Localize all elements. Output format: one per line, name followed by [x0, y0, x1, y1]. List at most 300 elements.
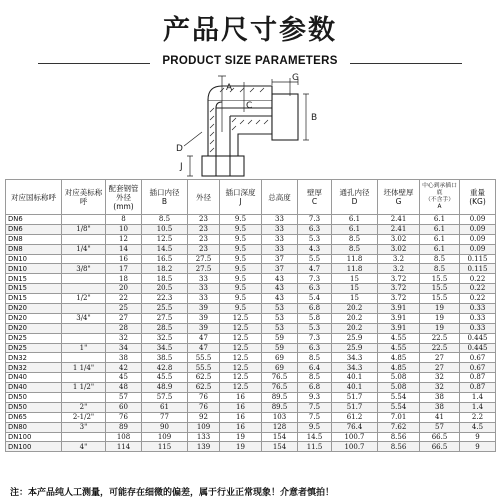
gb-size-cell: DN32 — [6, 353, 62, 363]
column-header-line: 总高度 — [268, 192, 291, 202]
gb-size-cell: DN20 — [6, 304, 62, 314]
value-cell: 100.7 — [332, 432, 378, 442]
value-cell: 6.8 — [298, 383, 332, 393]
gb-size-cell: DN20 — [6, 323, 62, 333]
value-cell: 27.5 — [142, 313, 188, 323]
value-cell: 55.5 — [188, 363, 220, 373]
value-cell: 89.5 — [262, 393, 298, 403]
value-cell: 0.33 — [460, 304, 496, 314]
value-cell: 9.3 — [298, 393, 332, 403]
table-row — [6, 234, 496, 244]
column-header-line: 坯体壁厚 — [383, 188, 414, 197]
value-cell: 6.1 — [420, 244, 460, 254]
value-cell: 33 — [188, 274, 220, 284]
value-cell: 89 — [106, 422, 142, 432]
value-cell: 5.08 — [378, 373, 420, 383]
gb-size-cell: DN10 — [6, 254, 62, 264]
value-cell: 27 — [106, 313, 142, 323]
value-cell: 8.56 — [378, 442, 420, 452]
gb-size-cell: DN15 — [6, 284, 62, 294]
ansi-size-cell: 2" — [62, 402, 106, 412]
column-header-line: B — [161, 197, 168, 206]
value-cell: 6.1 — [420, 215, 460, 225]
value-cell: 3.91 — [378, 313, 420, 323]
label-d: D — [176, 144, 183, 154]
value-cell: 7.5 — [298, 402, 332, 412]
value-cell: 18.2 — [142, 264, 188, 274]
value-cell: 23 — [188, 244, 220, 254]
value-cell: 33 — [188, 284, 220, 294]
table-row — [6, 224, 496, 234]
value-cell: 12.5 — [220, 313, 262, 323]
value-cell: 41 — [420, 412, 460, 422]
value-cell: 0.445 — [460, 333, 496, 343]
table-row — [6, 215, 496, 225]
value-cell: 19 — [220, 442, 262, 452]
value-cell: 0.22 — [460, 284, 496, 294]
value-cell: 6.3 — [298, 224, 332, 234]
column-header — [106, 180, 142, 215]
value-cell: 0.87 — [460, 373, 496, 383]
column-header — [298, 180, 332, 215]
table-row — [6, 402, 496, 412]
value-cell: 8.5 — [420, 254, 460, 264]
ansi-size-cell — [62, 432, 106, 442]
value-cell: 0.115 — [460, 264, 496, 274]
gb-size-cell: DN100 — [6, 442, 62, 452]
value-cell: 12.5 — [220, 373, 262, 383]
value-cell: 19 — [420, 323, 460, 333]
gb-size-cell: DN50 — [6, 393, 62, 403]
value-cell: 5.5 — [298, 254, 332, 264]
table-body — [6, 215, 496, 452]
value-cell: 0.67 — [460, 363, 496, 373]
value-cell: 61.2 — [332, 412, 378, 422]
value-cell: 12.5 — [220, 323, 262, 333]
value-cell: 7.01 — [378, 412, 420, 422]
value-cell: 3.72 — [378, 274, 420, 284]
value-cell: 34 — [106, 343, 142, 353]
value-cell: 3.02 — [378, 234, 420, 244]
value-cell: 10.5 — [142, 224, 188, 234]
column-header-line: 对应美标称呼 — [64, 188, 103, 206]
value-cell: 7.3 — [298, 215, 332, 225]
gb-size-cell: DN40 — [6, 373, 62, 383]
value-cell: 12.5 — [220, 363, 262, 373]
subtitle-row — [0, 51, 500, 71]
table-header-row — [6, 180, 496, 215]
label-c: C — [246, 101, 253, 111]
value-cell: 43 — [262, 274, 298, 284]
value-cell: 76 — [188, 393, 220, 403]
ansi-size-cell: 1/8" — [62, 224, 106, 234]
value-cell: 0.67 — [460, 353, 496, 363]
ansi-size-cell: 1/2" — [62, 294, 106, 304]
value-cell: 8.5 — [332, 234, 378, 244]
value-cell: 59 — [262, 343, 298, 353]
value-cell: 27 — [420, 353, 460, 363]
column-header-line: D — [351, 197, 358, 206]
column-header — [460, 180, 496, 215]
value-cell: 48.9 — [142, 383, 188, 393]
value-cell: 3.91 — [378, 304, 420, 314]
ansi-size-cell — [62, 323, 106, 333]
value-cell: 9 — [460, 442, 496, 452]
value-cell: 42 — [106, 363, 142, 373]
value-cell: 108 — [106, 432, 142, 442]
table-row — [6, 313, 496, 323]
ansi-size-cell — [62, 304, 106, 314]
gb-size-cell: DN15 — [6, 274, 62, 284]
gb-size-cell: DN25 — [6, 333, 62, 343]
value-cell: 15 — [332, 274, 378, 284]
value-cell: 5.4 — [298, 294, 332, 304]
size-parameter-table — [5, 179, 496, 452]
value-cell: 20.2 — [332, 313, 378, 323]
value-cell: 22.5 — [420, 343, 460, 353]
value-cell: 76.5 — [262, 373, 298, 383]
column-header-line: 外径 — [196, 192, 211, 202]
label-j: J — [180, 162, 183, 172]
value-cell: 61 — [142, 402, 188, 412]
ansi-size-cell: 1/4" — [62, 244, 106, 254]
value-cell: 53 — [262, 323, 298, 333]
value-cell: 62.5 — [188, 373, 220, 383]
value-cell: 6.1 — [420, 234, 460, 244]
ansi-size-cell: 1 1/2" — [62, 383, 106, 393]
value-cell: 39 — [188, 313, 220, 323]
value-cell: 33 — [188, 294, 220, 304]
gb-size-cell: DN100 — [6, 432, 62, 442]
value-cell: 7.5 — [298, 412, 332, 422]
gb-size-cell: DN32 — [6, 363, 62, 373]
value-cell: 32 — [106, 333, 142, 343]
value-cell: 45.5 — [142, 373, 188, 383]
value-cell: 47 — [188, 343, 220, 353]
value-cell: 4.7 — [298, 264, 332, 274]
value-cell: 7.3 — [298, 274, 332, 284]
value-cell: 4.55 — [378, 343, 420, 353]
value-cell: 6.3 — [298, 343, 332, 353]
value-cell: 16.5 — [142, 254, 188, 264]
value-cell: 2.2 — [460, 412, 496, 422]
value-cell: 28 — [106, 323, 142, 333]
value-cell: 27.5 — [188, 254, 220, 264]
value-cell: 38 — [106, 353, 142, 363]
value-cell: 16 — [220, 393, 262, 403]
value-cell: 8.5 — [142, 215, 188, 225]
value-cell: 8.5 — [298, 353, 332, 363]
gb-size-cell: DN8 — [6, 244, 62, 254]
value-cell: 55.5 — [188, 353, 220, 363]
value-cell: 5.3 — [298, 323, 332, 333]
value-cell: 20.2 — [332, 323, 378, 333]
value-cell: 1.4 — [460, 393, 496, 403]
value-cell: 16 — [106, 254, 142, 264]
value-cell: 15.5 — [420, 284, 460, 294]
column-header-line: A — [437, 204, 442, 210]
column-header-line: 壁厚 — [307, 188, 322, 197]
value-cell: 16 — [220, 402, 262, 412]
value-cell: 12.5 — [220, 333, 262, 343]
value-cell: 6.1 — [332, 215, 378, 225]
table-row — [6, 304, 496, 314]
value-cell: 139 — [188, 442, 220, 452]
value-cell: 53 — [262, 313, 298, 323]
column-header — [188, 180, 220, 215]
value-cell: 19 — [420, 304, 460, 314]
value-cell: 39 — [188, 323, 220, 333]
value-cell: 76 — [188, 402, 220, 412]
gb-size-cell: DN50 — [6, 402, 62, 412]
value-cell: 128 — [262, 422, 298, 432]
table-row — [6, 393, 496, 403]
value-cell: 5.3 — [298, 234, 332, 244]
value-cell: 43 — [262, 294, 298, 304]
value-cell: 6.1 — [420, 224, 460, 234]
table-row — [6, 284, 496, 294]
value-cell: 51.7 — [332, 393, 378, 403]
column-header — [262, 180, 298, 215]
value-cell: 4.55 — [378, 333, 420, 343]
value-cell: 154 — [262, 432, 298, 442]
gb-size-cell: DN8 — [6, 234, 62, 244]
value-cell: 15.5 — [420, 294, 460, 304]
value-cell: 22.5 — [420, 333, 460, 343]
value-cell: 20.2 — [332, 304, 378, 314]
gb-size-cell: DN65 — [6, 412, 62, 422]
value-cell: 89.5 — [262, 402, 298, 412]
column-header-line: G — [395, 197, 402, 206]
value-cell: 5.54 — [378, 402, 420, 412]
value-cell: 8.56 — [378, 432, 420, 442]
value-cell: 57.5 — [142, 393, 188, 403]
value-cell: 9.5 — [220, 284, 262, 294]
ansi-size-cell — [62, 274, 106, 284]
value-cell: 3.72 — [378, 294, 420, 304]
value-cell: 9.5 — [220, 234, 262, 244]
value-cell: 34.3 — [332, 363, 378, 373]
value-cell: 57 — [420, 422, 460, 432]
value-cell: 9.5 — [220, 264, 262, 274]
ansi-size-cell — [62, 215, 106, 225]
value-cell: 0.09 — [460, 234, 496, 244]
value-cell: 39 — [188, 304, 220, 314]
value-cell: 154 — [262, 442, 298, 452]
value-cell: 9.5 — [220, 294, 262, 304]
gb-size-cell: DN40 — [6, 383, 62, 393]
value-cell: 40.1 — [332, 383, 378, 393]
ansi-size-cell — [62, 254, 106, 264]
value-cell: 38 — [420, 402, 460, 412]
value-cell: 6.4 — [298, 363, 332, 373]
label-b: B — [311, 113, 318, 123]
value-cell: 16 — [220, 412, 262, 422]
value-cell: 10 — [106, 224, 142, 234]
value-cell: 22 — [106, 294, 142, 304]
table-row — [6, 323, 496, 333]
ansi-size-cell — [62, 373, 106, 383]
value-cell: 9.5 — [220, 244, 262, 254]
value-cell: 60 — [106, 402, 142, 412]
value-cell: 23 — [188, 215, 220, 225]
value-cell: 18.5 — [142, 274, 188, 284]
value-cell: 34.3 — [332, 353, 378, 363]
value-cell: 32 — [420, 373, 460, 383]
column-header — [420, 180, 460, 215]
value-cell: 9.5 — [298, 422, 332, 432]
column-header — [142, 180, 188, 215]
value-cell: 3.02 — [378, 244, 420, 254]
value-cell: 14.5 — [142, 244, 188, 254]
value-cell: 9.5 — [220, 215, 262, 225]
ansi-size-cell: 4" — [62, 442, 106, 452]
divider-right — [350, 63, 462, 64]
ansi-size-cell: 3/8" — [62, 264, 106, 274]
value-cell: 4.85 — [378, 353, 420, 363]
elbow-diagram — [160, 72, 340, 180]
ansi-size-cell — [62, 234, 106, 244]
value-cell: 3.2 — [378, 254, 420, 264]
table-row — [6, 422, 496, 432]
column-header-line: 插口内径 — [149, 188, 180, 197]
value-cell: 34.5 — [142, 343, 188, 353]
value-cell: 43 — [262, 284, 298, 294]
value-cell: 0.445 — [460, 343, 496, 353]
value-cell: 25.9 — [332, 333, 378, 343]
value-cell: 11.8 — [332, 264, 378, 274]
ansi-size-cell: 1" — [62, 343, 106, 353]
value-cell: 5.54 — [378, 393, 420, 403]
value-cell: 77 — [142, 412, 188, 422]
value-cell: 62.5 — [188, 383, 220, 393]
value-cell: 19 — [420, 313, 460, 323]
column-header-line: 配套钢管外径 — [108, 183, 139, 202]
column-header-line: J — [239, 197, 242, 206]
value-cell: 9 — [460, 432, 496, 442]
value-cell: 103 — [262, 412, 298, 422]
disclaimer-note: 注：本产品纯人工测量，可能存在细微的偏差，属于行业正常现象！介意者慎拍！ — [10, 488, 335, 498]
value-cell: 9.5 — [220, 274, 262, 284]
value-cell: 92 — [188, 412, 220, 422]
value-cell: 32.5 — [142, 333, 188, 343]
gb-size-cell: DN15 — [6, 294, 62, 304]
ansi-size-cell: 3" — [62, 422, 106, 432]
value-cell: 15 — [332, 284, 378, 294]
column-header-line: 重量 — [470, 188, 485, 197]
table-row — [6, 353, 496, 363]
value-cell: 6.1 — [332, 224, 378, 234]
value-cell: 48 — [106, 383, 142, 393]
value-cell: 3.72 — [378, 284, 420, 294]
value-cell: 9.5 — [220, 254, 262, 264]
value-cell: 76.4 — [332, 422, 378, 432]
value-cell: 15 — [332, 294, 378, 304]
value-cell: 20.5 — [142, 284, 188, 294]
ansi-size-cell — [62, 353, 106, 363]
value-cell: 115 — [142, 442, 188, 452]
ansi-size-cell — [62, 333, 106, 343]
value-cell: 90 — [142, 422, 188, 432]
value-cell: 0.115 — [460, 254, 496, 264]
value-cell: 109 — [188, 422, 220, 432]
table-row — [6, 264, 496, 274]
value-cell: 69 — [262, 363, 298, 373]
value-cell: 12.5 — [220, 343, 262, 353]
value-cell: 38.5 — [142, 353, 188, 363]
value-cell: 51.7 — [332, 402, 378, 412]
value-cell: 4.85 — [378, 363, 420, 373]
value-cell: 28.5 — [142, 323, 188, 333]
value-cell: 38 — [420, 393, 460, 403]
value-cell: 109 — [142, 432, 188, 442]
value-cell: 4.3 — [298, 244, 332, 254]
value-cell: 76 — [106, 412, 142, 422]
value-cell: 18 — [106, 274, 142, 284]
column-header-line: (mm) — [113, 201, 134, 211]
value-cell: 25.5 — [142, 304, 188, 314]
value-cell: 12.5 — [220, 383, 262, 393]
value-cell: 6.8 — [298, 304, 332, 314]
value-cell: 8.5 — [420, 264, 460, 274]
value-cell: 8 — [106, 215, 142, 225]
value-cell: 40.1 — [332, 373, 378, 383]
value-cell: 7.3 — [298, 333, 332, 343]
value-cell: 66.5 — [420, 432, 460, 442]
value-cell: 8.5 — [332, 244, 378, 254]
ansi-size-cell — [62, 284, 106, 294]
value-cell: 22.3 — [142, 294, 188, 304]
value-cell: 2.41 — [378, 215, 420, 225]
value-cell: 2.41 — [378, 224, 420, 234]
value-cell: 17 — [106, 264, 142, 274]
value-cell: 9.5 — [220, 304, 262, 314]
value-cell: 14.5 — [298, 432, 332, 442]
value-cell: 27 — [420, 363, 460, 373]
value-cell: 3.2 — [378, 264, 420, 274]
value-cell: 15.5 — [420, 274, 460, 284]
value-cell: 47 — [188, 333, 220, 343]
value-cell: 100.7 — [332, 442, 378, 452]
table-row — [6, 363, 496, 373]
ansi-size-cell: 2-1/2" — [62, 412, 106, 422]
value-cell: 32 — [420, 383, 460, 393]
value-cell: 33 — [262, 244, 298, 254]
value-cell: 33 — [262, 234, 298, 244]
value-cell: 59 — [262, 333, 298, 343]
value-cell: 8.5 — [298, 373, 332, 383]
gb-size-cell: DN6 — [6, 215, 62, 225]
column-header — [62, 180, 106, 215]
value-cell: 37 — [262, 254, 298, 264]
ansi-size-cell: 1 1/4" — [62, 363, 106, 373]
value-cell: 6.3 — [298, 284, 332, 294]
column-header-line: 通孔内径 — [339, 188, 370, 197]
value-cell: 53 — [262, 304, 298, 314]
value-cell: 0.33 — [460, 323, 496, 333]
column-header — [6, 180, 62, 215]
value-cell: 76.5 — [262, 383, 298, 393]
value-cell: 37 — [262, 264, 298, 274]
value-cell: 1.4 — [460, 402, 496, 412]
gb-size-cell: DN10 — [6, 264, 62, 274]
value-cell: 7.62 — [378, 422, 420, 432]
value-cell: 0.09 — [460, 215, 496, 225]
value-cell: 23 — [188, 234, 220, 244]
value-cell: 66.5 — [420, 442, 460, 452]
label-g: G — [292, 73, 299, 83]
table-row — [6, 442, 496, 452]
